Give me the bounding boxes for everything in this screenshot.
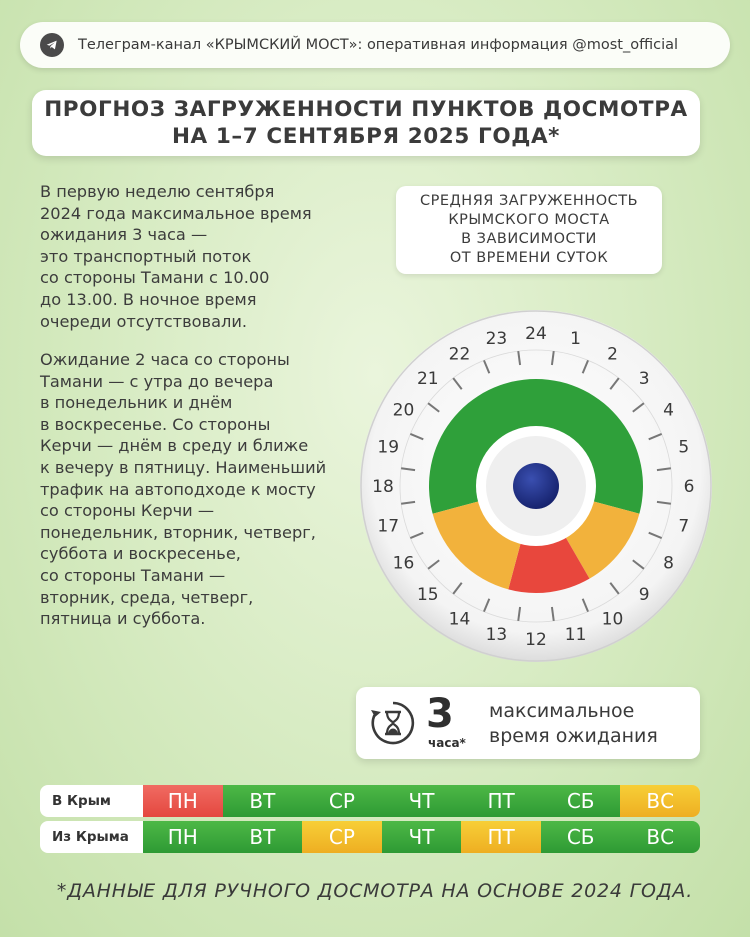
hour-label: 18: [372, 477, 394, 497]
hour-label: 4: [663, 400, 674, 421]
day-cell: СБ: [541, 785, 621, 817]
hour-label: 1: [570, 329, 582, 350]
dial-subtitle: [396, 186, 662, 274]
title-line-2: НА 1–7 СЕНТЯБРЯ 2025 ГОДА*: [171, 124, 561, 149]
hour-label: 20: [392, 400, 415, 421]
hour-label: 22: [448, 344, 471, 365]
legend-number: 3: [426, 691, 454, 737]
day-cell: ПН: [143, 821, 223, 853]
p2-line: Ожидание 2 часа со стороны: [40, 350, 290, 369]
row-from-crimea: [143, 821, 700, 853]
row-to-crimea: [143, 785, 700, 817]
p2-line: Керчи — днём в среду и ближе: [40, 436, 309, 456]
day-cell: СР: [302, 785, 382, 817]
hour-label: 13: [485, 624, 508, 645]
dial-subtitle-line: СРЕДНЯЯ ЗАГРУЖЕННОСТЬ: [419, 193, 639, 209]
legend: [356, 687, 700, 759]
p1-line: это транспортный поток: [40, 246, 252, 266]
hour-label: 8: [663, 553, 674, 574]
footnote: *ДАННЫЕ ДЛЯ РУЧНОГО ДОСМОТРА НА ОСНОВЕ 2024 ГОДА.: [56, 880, 694, 902]
p2-line: понедельник, вторник, четверг,: [40, 522, 316, 542]
hour-label: 14: [448, 609, 471, 630]
hour-label: 5: [678, 437, 690, 458]
telegram-channel-bar[interactable]: [20, 22, 730, 68]
dial-center-dot: [513, 463, 559, 509]
hour-label: 24: [525, 324, 547, 344]
row-label-to-crimea: В Крым: [40, 785, 144, 817]
hour-label: 19: [377, 437, 400, 458]
dial-subtitle-line: КРЫМСКОГО МОСТА: [448, 212, 610, 228]
p2-line: к вечеру в пятницу. Наименьший: [40, 457, 327, 477]
hour-label: 23: [485, 329, 508, 350]
p1-line: до 13.00. В ночное время: [40, 289, 257, 309]
title-line-1: ПРОГНОЗ ЗАГРУЖЕННОСТИ ПУНКТОВ ДОСМОТРА: [44, 97, 688, 122]
hour-label: 12: [525, 630, 547, 650]
day-cell: ПТ: [461, 821, 541, 853]
day-cell: ПН: [143, 785, 223, 817]
hour-label: 2: [607, 344, 618, 365]
hour-label: 17: [377, 516, 400, 537]
page-title: [32, 90, 700, 156]
legend-text-line: максимальное: [489, 700, 635, 722]
p1-line: ожидания 3 часа —: [40, 225, 208, 245]
hour-label: 21: [416, 368, 439, 389]
p2-line: в понедельник и днём: [40, 393, 233, 413]
hour-label: 6: [683, 477, 695, 497]
hour-label: 7: [678, 516, 690, 537]
day-cell: ВТ: [223, 821, 303, 853]
hour-label: 9: [638, 585, 650, 606]
hourglass-cycle-icon: [370, 700, 416, 746]
p2-line: Тамани — с утра до вечера: [40, 371, 274, 391]
p2-line: со стороны Керчи —: [40, 501, 215, 521]
day-cell: ВС: [620, 821, 700, 853]
paragraph-1: [40, 181, 350, 332]
p2-line: в воскресенье. Со стороны: [40, 414, 271, 434]
p2-line: трафик на автоподходе к мосту: [40, 479, 316, 499]
day-cell: ВС: [620, 785, 700, 817]
hour-label: 16: [392, 553, 415, 574]
day-cell: СБ: [541, 821, 621, 853]
legend-text-line: время ожидания: [489, 725, 658, 747]
telegram-icon: [40, 33, 64, 57]
row-label-from-crimea: Из Крыма: [40, 821, 144, 853]
hour-label: 3: [638, 368, 650, 389]
p2-line: вторник, среда, четверг,: [40, 587, 254, 607]
channel-text: Телеграм-канал «КРЫМСКИЙ МОСТ»: оперативная информация @most_official: [78, 37, 679, 53]
day-cell: ЧТ: [382, 785, 462, 817]
load-dial: [359, 309, 713, 663]
p1-line: 2024 года максимальное время: [40, 203, 312, 223]
p2-line: суббота и воскресенье,: [40, 544, 241, 564]
dial-subtitle-line: В ЗАВИСИМОСТИ: [461, 231, 597, 247]
hour-label: 11: [564, 624, 587, 645]
p1-line: очереди отсутствовали.: [40, 311, 248, 331]
day-cell: СР: [302, 821, 382, 853]
hour-label: 10: [601, 609, 624, 630]
p1-line: со стороны Тамани с 10.00: [40, 268, 270, 288]
legend-unit: часа*: [428, 736, 466, 750]
p2-line: со стороны Тамани —: [40, 565, 226, 585]
p1-line: В первую неделю сентября: [40, 182, 275, 201]
legend-text: [489, 699, 658, 749]
dial-subtitle-line: ОТ ВРЕМЕНИ СУТОК: [449, 250, 609, 266]
day-cell: ВТ: [223, 785, 303, 817]
day-cell: ПТ: [461, 785, 541, 817]
hour-label: 15: [416, 585, 439, 606]
p2-line: пятница и суббота.: [40, 609, 206, 629]
day-cell: ЧТ: [382, 821, 462, 853]
paragraph-2: [40, 349, 350, 630]
